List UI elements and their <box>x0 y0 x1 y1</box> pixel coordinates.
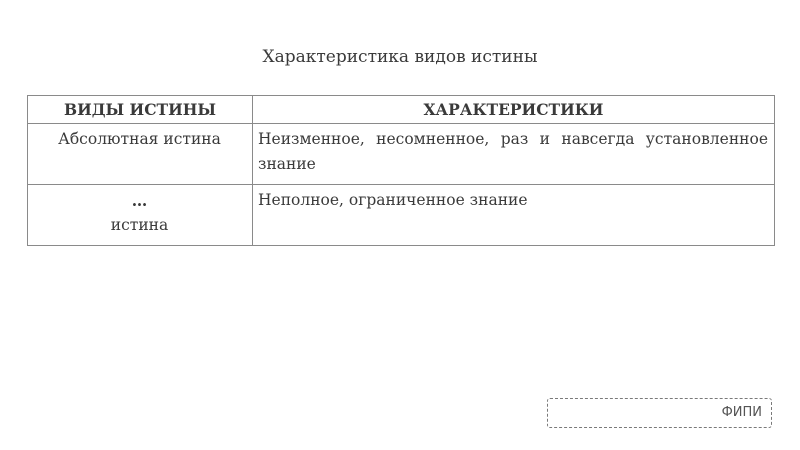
fipi-badge <box>547 398 772 428</box>
characteristic-text: Неполное, ограниченное знание <box>258 191 528 209</box>
truth-type-label: истина <box>110 216 169 234</box>
truth-type-cell <box>28 185 253 246</box>
page-title: Характеристика видов истины <box>262 47 538 67</box>
table-row <box>28 185 775 246</box>
table-row <box>28 124 775 185</box>
fipi-label: ФИПИ <box>721 405 762 420</box>
table-header-row <box>28 96 775 124</box>
truth-type-cell <box>28 124 253 185</box>
truth-types-table <box>27 95 775 246</box>
characteristic-cell <box>253 124 775 185</box>
characteristic-text: Неизменное, несомненное, раз и навсегда установленное знание <box>258 130 768 173</box>
column-header-characteristics: ХАРАКТЕРИСТИКИ <box>253 96 775 124</box>
column-header-types: ВИДЫ ИСТИНЫ <box>28 96 253 124</box>
blank-placeholder: … <box>131 191 148 210</box>
truth-type-label: Абсолютная истина <box>58 130 221 148</box>
characteristic-cell <box>253 185 775 246</box>
